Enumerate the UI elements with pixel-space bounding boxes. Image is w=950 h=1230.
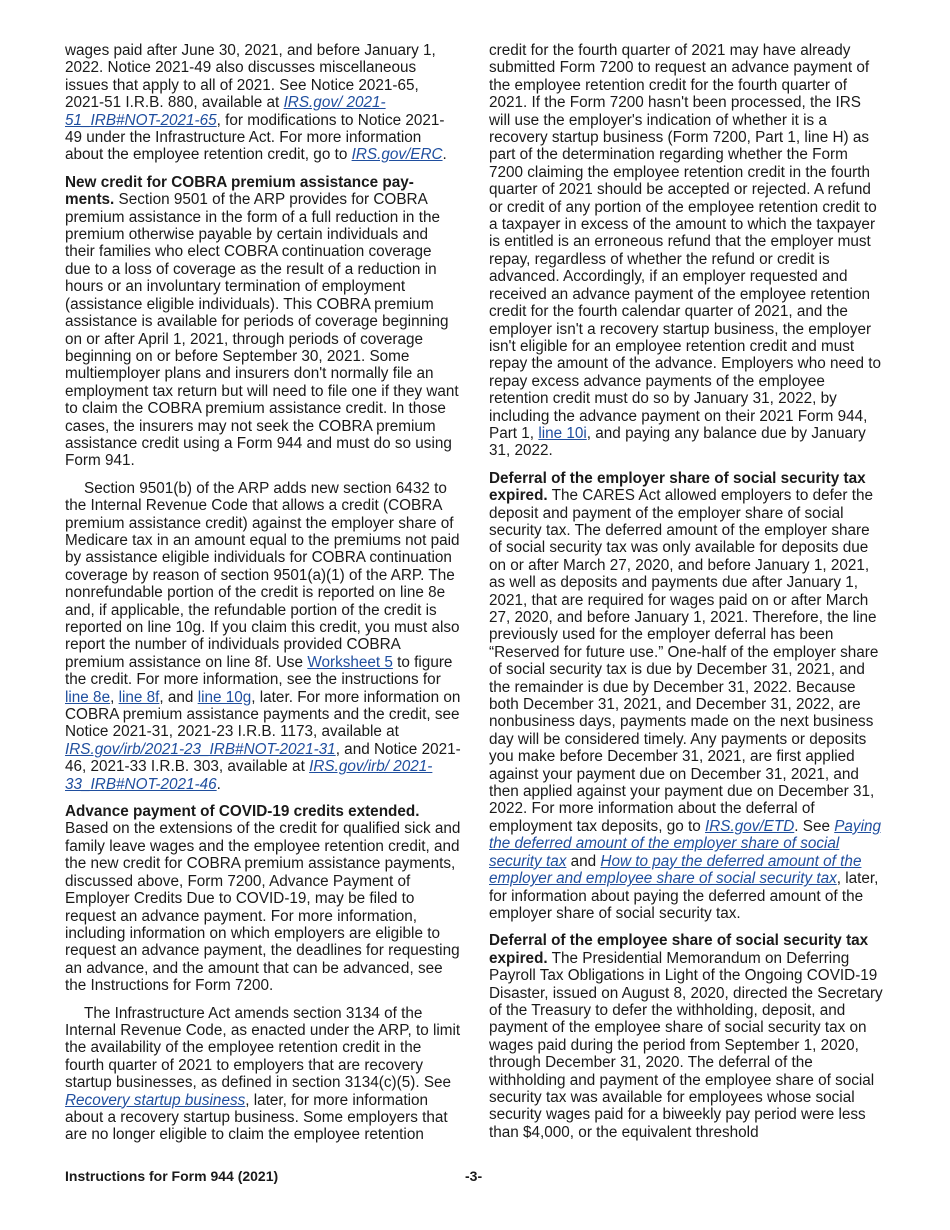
link-line-8e[interactable]: line 8e [65,688,111,706]
text: The Infrastructure Act amends section 3134 of the Internal Revenue Code, as enacted under the ARP, to limit the availability of the employee retention credit in the fourth quarter of 2021 to employers that are recovery startup businesses, as defined in section 3134(c)(5). See [65,1004,461,1092]
text: . [216,775,221,793]
link-irs-etd[interactable]: IRS.gov/ETD [704,817,795,835]
paragraph-employer-deferral [489,470,885,923]
text: credit for the fourth quarter of 2021 may have already submitted Form 7200 to request an advance payment of the employee retention credit for the fourth quarter of 2021. If the Form 7200 hasn't been processed, the IRS will use the employer's indication of whether it is a recovery startup business (Form 7200, Part 1, line H) as part of the determination regarding whether the Form 7200 claiming the employee retention credit in the fourth quarter of 2021 should be accepted or rejected. A refund or credit of any portion of the employee retention credit to a taxpayer in excess of the amount to which the taxpayer is entitled is an erroneous refund that the employer must repay, regardless of whether the refund or credit is advanced. Accordingly, if an employer requested and received an advance payment of the employee retention credit for the fourth calendar quarter of 2021, and the employer isn't a recovery startup business, the employer isn't eligible for an employee retention credit and must repay the amount of the advance. Employers who need to repay excess advance payments of the employee retention credit must do so by January 31, 2022, by including the advance payment on their 2021 Form 944, Part 1, [489,42,882,442]
text: , later. For more information on COBRA premium assistance payments and the credit, see Notice 2021-31, 2021-23 I.R.B. 1173, available at [65,688,461,741]
link-irs-erc[interactable]: IRS.gov/ERC [351,146,443,164]
paragraph-employee-deferral [489,932,885,1141]
link-how-to-pay-deferred-amount[interactable]: How to pay the deferred amount of the employer and employee share of social security tax [489,852,862,888]
text: The Presidential Memorandum on Deferring Payroll Tax Obligations in Light of the Ongoing COVID-19 Disaster, issued on August 8, 2020, directed the Secretary of the Treasury to defer the withholding, deposit, and payment of the employee share of social security tax on wages paid during the period from September 1, 2020, through December 31, 2020. The deferral of the withholding and payment of the employee share of social security tax was available for employees whose social security wages paid for a biweekly pay period were less than $4,000, or the equivalent threshold [489,949,883,1141]
text: , later, for information about paying the deferred amount of the employer share of social security tax. [489,870,879,922]
right-column [489,42,885,1151]
text: , [110,688,119,706]
text: . See [794,817,835,835]
link-line-10i[interactable]: line 10i [538,424,587,442]
link-worksheet-5[interactable]: Worksheet 5 [307,653,393,671]
paragraph-erc-notice [65,42,461,164]
link-irs-notice-2021-46[interactable]: IRS.gov/irb/ 2021-33_IRB#NOT-2021-46 [65,758,433,793]
link-recovery-startup-business[interactable]: Recovery startup business [65,1091,246,1109]
text: , for modifications to Notice 2021-49 under the Infrastructure Act. For more information about the employee retention credit, go to [65,111,445,164]
heading-advance-payment: Advance payment of COVID-19 credits extended. [65,803,420,821]
text: Section 9501 of the ARP provides for COBRA premium assistance in the form of a full reduction in the premium otherwise payable by certain individuals and their families who elect COBRA continuation coverage due to a loss of coverage as the result of a reduction in hours or an involuntary termination of employment (assistance eligible individuals). This COBRA premium assistance is available for periods of coverage beginning on or after April 1, 2021, through periods of coverage beginning on or before September 30, 2021. Some multiemployer plans and insurers don't normally file an employment tax return but will need to file one if they want to claim the COBRA premium assistance credit. In those cases, the insurers may not seek the COBRA premium assistance credit using a Form 944 and must do so using Form 941. [65,191,459,470]
link-line-10g[interactable]: line 10g [197,688,252,706]
paragraph-section-9501b [65,480,461,793]
text: and [566,852,601,870]
left-column [65,42,461,1154]
paragraph-infrastructure-act [65,1005,461,1144]
text: to figure the credit. For more information, see the instructions for [65,653,453,689]
heading-employee-deferral: Deferral of the employee share of social security tax expired. [489,932,869,967]
paragraph-advance-payment [65,803,461,994]
text: , and [159,688,198,706]
text: , later, for more information about a recovery startup business. Some employers that are no longer eligible to claim the employee retention [65,1091,448,1144]
link-line-8f[interactable]: line 8f [118,688,160,706]
link-paying-deferred-employer-share[interactable]: Paying the deferred amount of the employer share of social security tax [489,817,881,870]
link-irs-notice-2021-31[interactable]: IRS.gov/irb/2021-23_IRB#NOT-2021-31 [65,740,336,758]
paragraph-erc-continued [489,42,885,460]
footer-title: Instructions for Form 944 (2021) [65,1168,279,1184]
text: . [442,146,447,164]
heading-employer-deferral: Deferral of the employer share of social security tax expired. [489,469,866,505]
paragraph-cobra-credit [65,174,461,470]
text: wages paid after June 30, 2021, and before January 1, 2022. Notice 2021-49 also discusses miscellaneous issues that apply to all of 2021. See Notice 2021-65, 2021-51 I.R.B. 880, available at [65,42,436,112]
page-number: -3- [465,1168,483,1184]
text: Based on the extensions of the credit for qualified sick and family leave wages and the employee retention credit, and the new credit for COBRA premium assistance payments, discussed above, Form 7200, Advance Payment of Employer Credits Due to COVID-19, may be filed to request an advance payment. For more information, including information on which employers are eligible to request an advance payment, the deadlines for requesting an advance, and the amount that can be advanced, see the Instructions for Form 7200. [65,820,461,995]
text: The CARES Act allowed employers to defer the deposit and payment of the employer share of social security tax. The deferred amount of the employer share of social security tax was only available for deposits due on or after March 27, 2020, and before January 1, 2021, as well as deposits and payments due after January 1, 2021, that are required for wages paid on or after March 27, 2020, and before January 1, 2021. Therefore, the line previously used for the employer deferral has been “Reserved for future use.” One-half of the employer share of social security tax is due by December 31, 2021, and the remainder is due by December 31, 2022. Because both December 31, 2021, and December 31, 2022, are nonbusiness days, payments made on the next business day will be considered timely. Any payments or deposits you make before December 31, 2021, are first applied against your payment due on December 31, 2021, and then applied against your payment due on December 31, 2022. For more information about the deferral of employment tax deposits, go to [489,487,879,835]
text: , and Notice 2021-46, 2021-33 I.R.B. 303, available at [65,740,461,776]
text: Section 9501(b) of the ARP adds new section 6432 to the Internal Revenue Code that allows a credit (COBRA premium assistance credit) against the employer share of Medicare tax in an amount equal to the premiums not paid by assistance eligible individuals for COBRA continuation coverage by reason of section 9501(a)(1) of the ARP. The nonrefundable portion of the credit is reported on line 8e and, if applicable, the refundable portion of the credit is reported on line 10g. If you claim this credit, you must also report the number of individuals provided COBRA premium assistance on line 8f. Use [65,479,460,671]
heading-cobra-credit: New credit for COBRA premium assistance pay-ments. [65,173,414,209]
text: , and paying any balance due by January 31, 2022. [489,424,866,460]
link-irs-notice-2021-65[interactable]: IRS.gov/ 2021-51_IRB#NOT-2021-65 [65,94,386,129]
